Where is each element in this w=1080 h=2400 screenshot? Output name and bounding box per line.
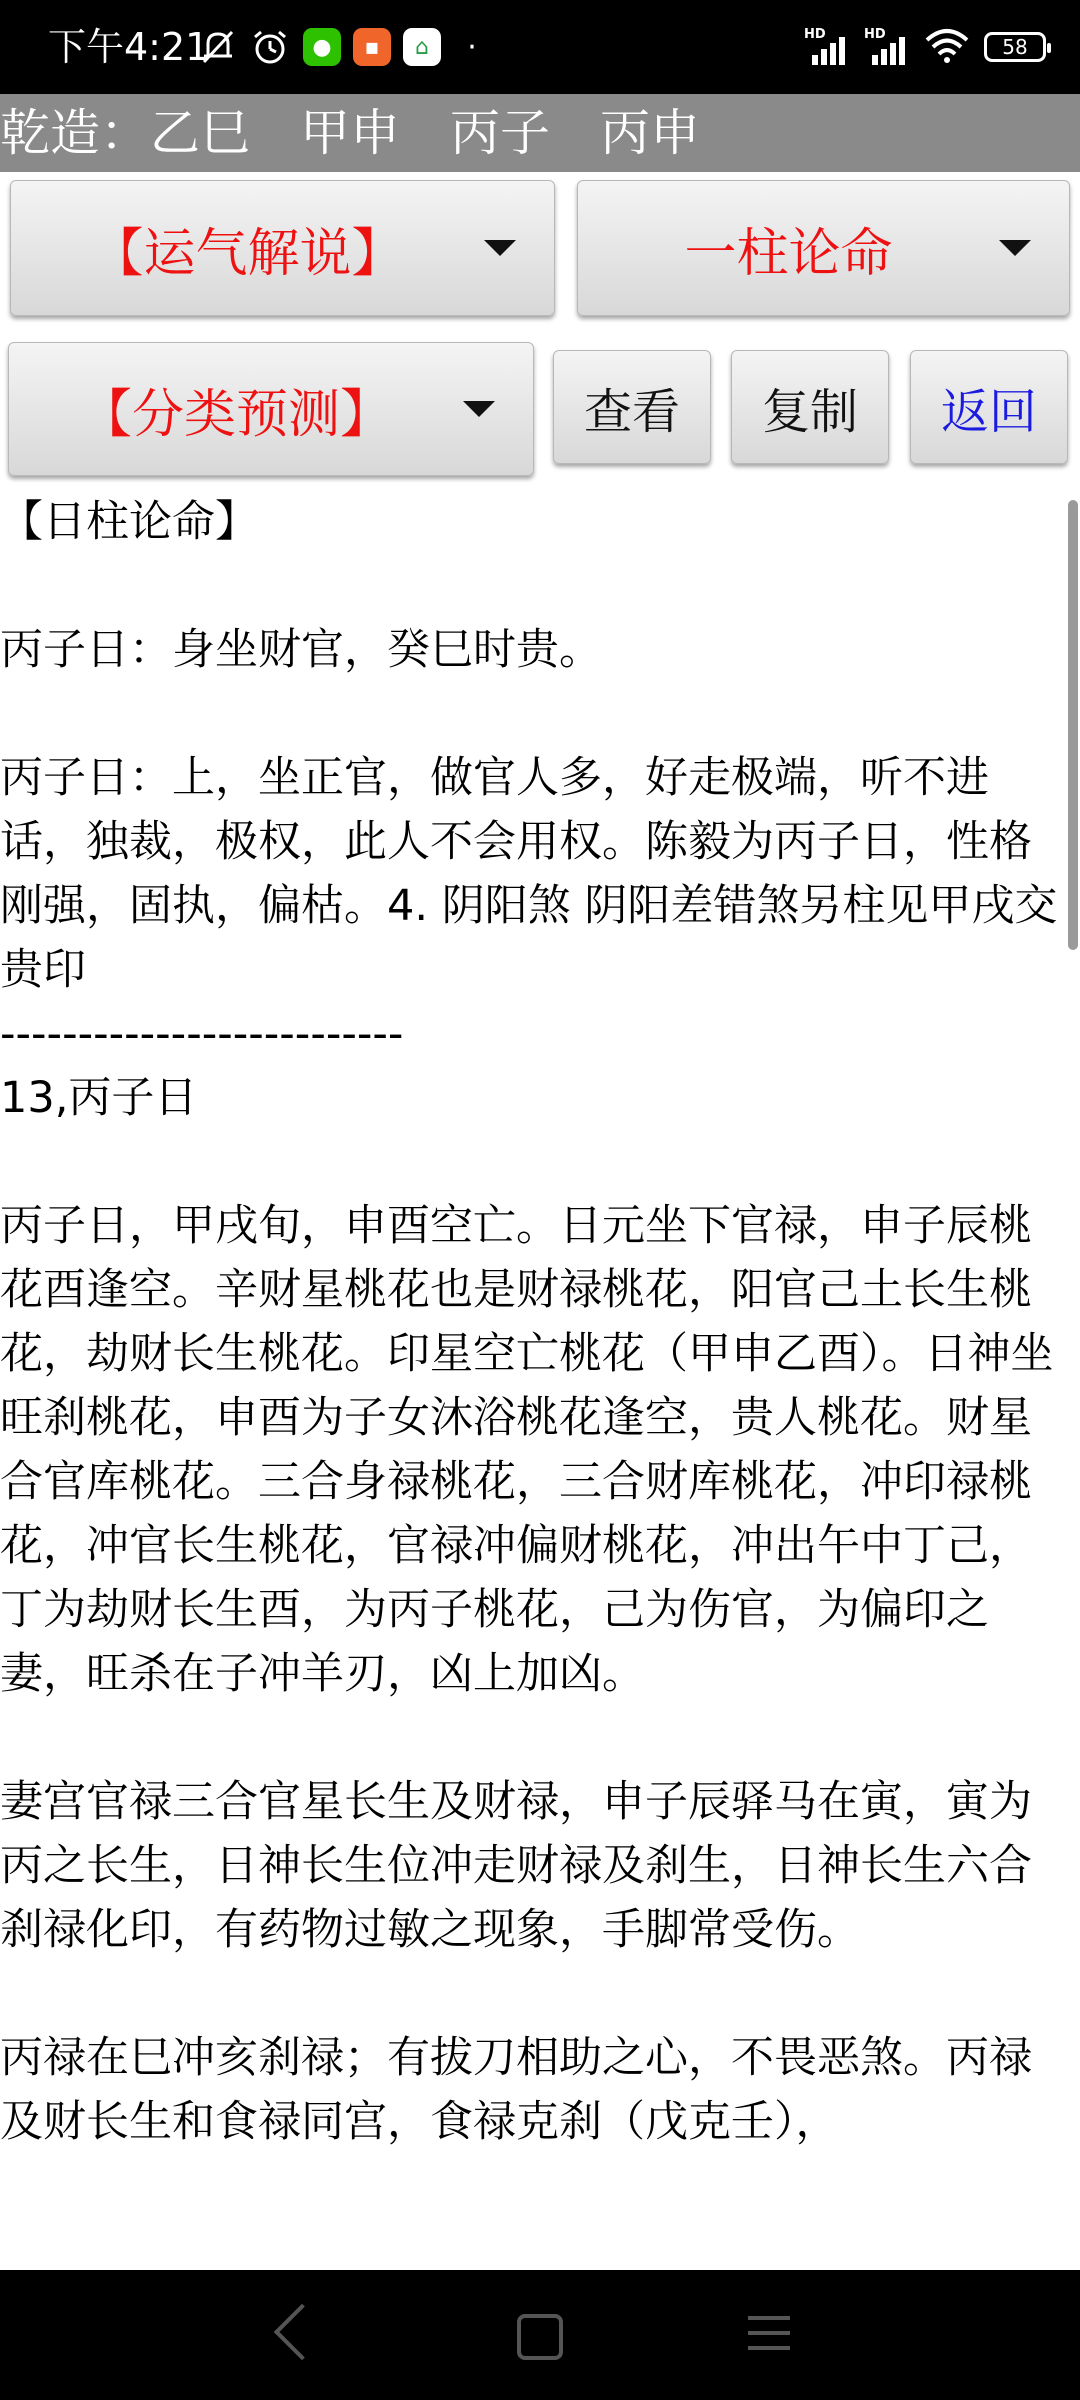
signal-icon: HD	[804, 27, 850, 67]
dropdown-arrow-icon	[463, 401, 495, 417]
text-paragraph	[0, 554, 1062, 618]
app-icon: ▪	[352, 26, 392, 68]
dropdown-label: 【分类预测】	[79, 384, 392, 445]
text-paragraph: --------------------------	[0, 1009, 404, 1059]
bazi-chart-header: 乾造：乙巳 甲申 丙子 丙申	[0, 94, 1080, 172]
view-button[interactable]: 查看	[553, 350, 711, 464]
text-paragraph: 丙子日，甲戌旬，申酉空亡。日元坐下官禄，申子辰桃花酉逢空。辛财星桃花也是财禄桃花，阳官己土长生桃花，劫财长生桃花。印星空亡桃花（甲申乙酉）。日神坐旺刹桃花，申酉为子女沐浴桃花逢空，贵人桃花。财星合官库桃花。三合身禄桃花，三合财库桃花，冲印禄桃花，冲官长生桃花，官禄冲偏财桃花，冲出午中丁己，丁为劫财长生酉，为丙子桃花，己为伤官，为偏印之妻，旺杀在子冲羊刃，凶上加凶。	[0, 1201, 1054, 1699]
copy-button[interactable]: 复制	[731, 350, 889, 464]
mute-bell-icon	[198, 26, 238, 68]
status-bar	[0, 0, 1080, 94]
wifi-icon	[924, 26, 970, 68]
text-paragraph: 【日柱论命】	[0, 497, 258, 547]
wechat-icon: ●	[302, 26, 342, 68]
text-paragraph	[0, 1962, 1062, 2026]
fortune-explanation-dropdown[interactable]	[10, 180, 555, 316]
dropdown-arrow-icon	[999, 240, 1031, 256]
battery-icon	[984, 32, 1046, 62]
category-prediction-dropdown[interactable]	[8, 342, 534, 476]
status-time: 下午4:21	[48, 25, 210, 69]
dropdown-label: 一柱论命	[684, 223, 893, 284]
battery-level: 58	[1002, 35, 1028, 59]
text-paragraph	[0, 1706, 1062, 1770]
text-paragraph	[0, 682, 1062, 746]
signal-icon: HD	[864, 27, 910, 67]
text-paragraph: 丙子日：上，坐正官，做官人多，好走极端，听不进话，独裁，极权，此人不会用权。陈毅为丙子日，性格刚强，固执，偏枯。4. 阴阳煞 阴阳差错煞另柱见甲戌交贵印	[0, 753, 1058, 995]
nav-home-icon[interactable]	[517, 2314, 563, 2360]
home-app-icon: ⌂	[402, 26, 442, 68]
nav-recents-icon[interactable]	[748, 2316, 790, 2352]
dropdown-label: 【运气解说】	[91, 223, 404, 284]
scrollbar[interactable]	[1068, 500, 1078, 950]
nav-back-icon[interactable]	[274, 2304, 331, 2361]
reading-text-area[interactable]	[0, 490, 1062, 2270]
text-paragraph: 13,丙子日	[0, 1073, 198, 1123]
text-paragraph: 丙禄在巳冲亥刹禄；有拔刀相助之心，不畏恶煞。丙禄及财长生和食禄同宫，食禄克刹（戊克壬），	[0, 2033, 1032, 2147]
text-paragraph: 丙子日：身坐财官，癸巳时贵。	[0, 625, 602, 675]
text-paragraph	[0, 1130, 1062, 1194]
back-button[interactable]: 返回	[910, 350, 1068, 464]
alarm-icon	[250, 26, 290, 68]
dot-icon: ·	[467, 29, 477, 65]
pillar-reading-dropdown[interactable]	[577, 180, 1070, 316]
text-paragraph: 妻宫官禄三合官星长生及财禄，申子辰驿马在寅，寅为丙之长生，日神长生位冲走财禄及刹生，日神长生六合刹禄化印，有药物过敏之现象，手脚常受伤。	[0, 1777, 1032, 1955]
navigation-bar	[0, 2270, 1080, 2400]
dropdown-arrow-icon	[484, 240, 516, 256]
